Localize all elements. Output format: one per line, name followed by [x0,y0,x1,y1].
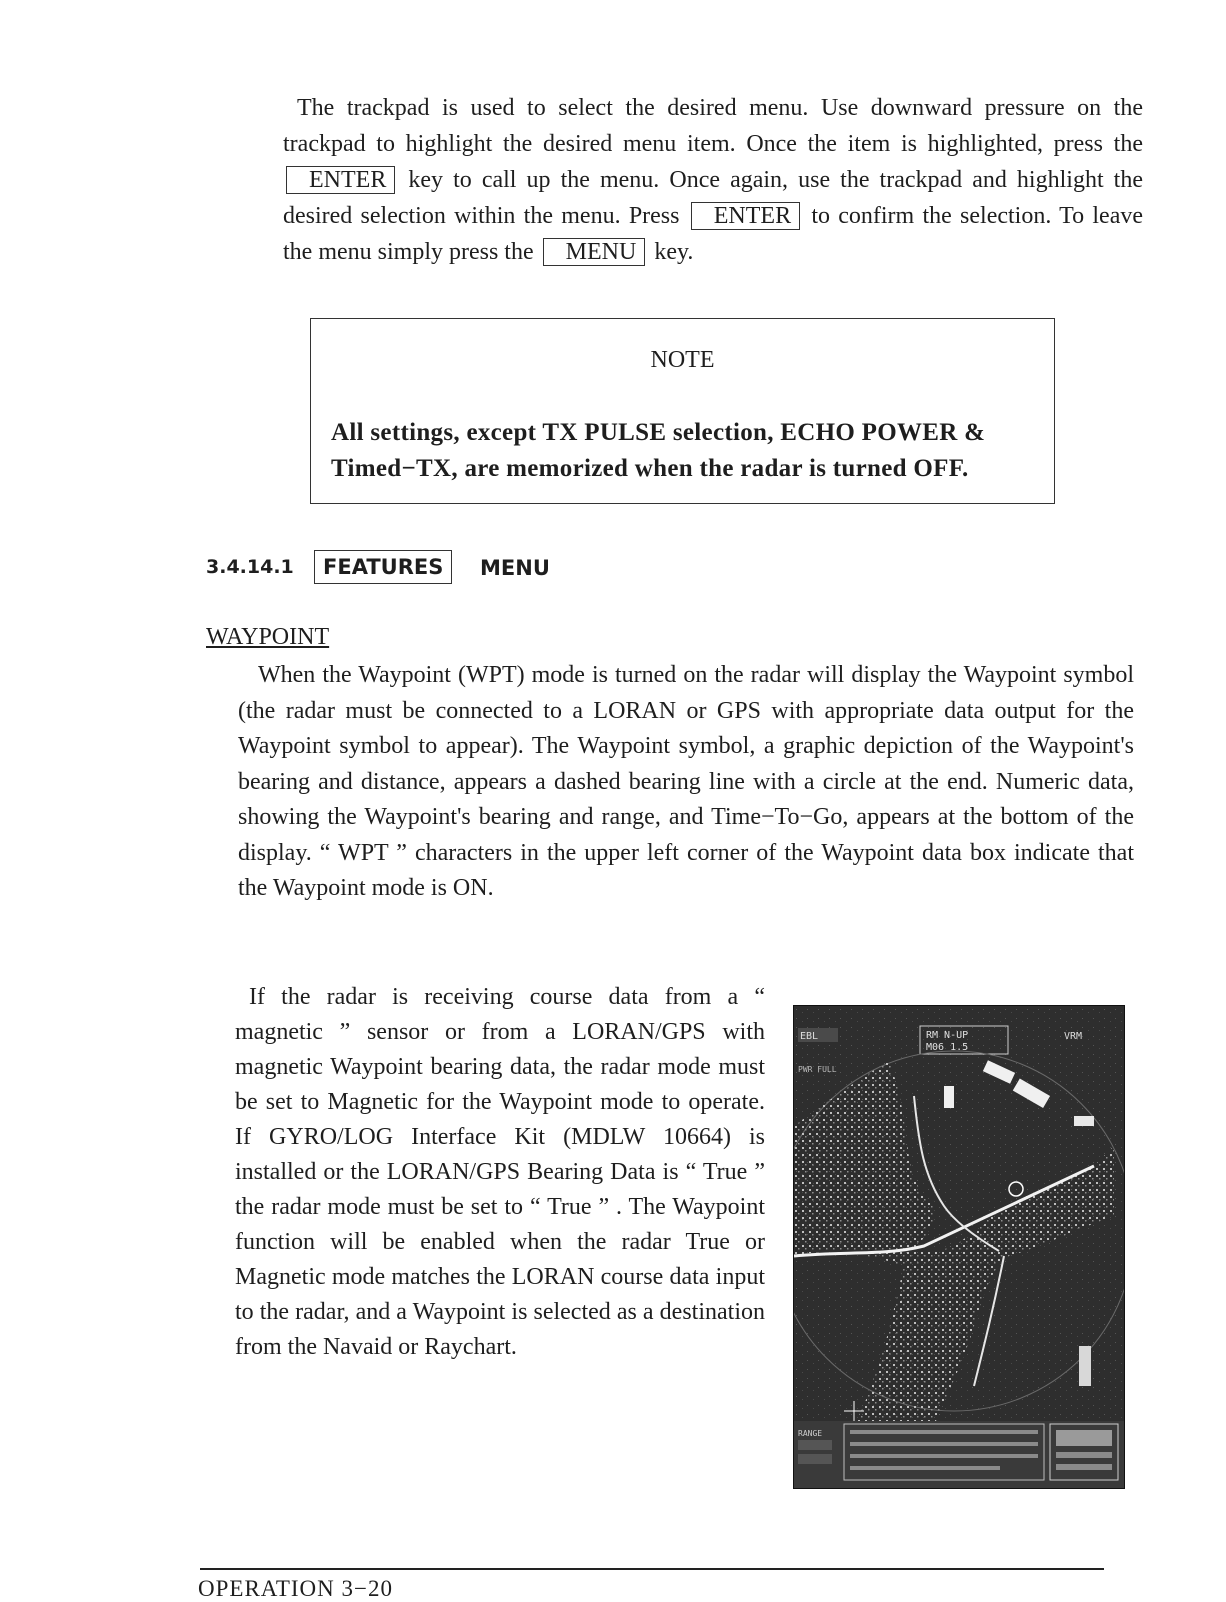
ebl-label: EBL [800,1031,819,1042]
radar-screenshot [793,1005,1125,1489]
intro-text-1: The trackpad is used to select the desired menu. Use downward pressure on the trackpad to highlight the desired menu item. Once the item is highlighted, press the [283,95,1143,157]
mode-sub-label: M06 1.5 [926,1042,969,1053]
intro-paragraph [283,90,1143,270]
footer-rule [200,1568,1104,1570]
section-title-word: MENU [480,556,550,580]
enter-key-1: ENTER [286,166,395,194]
note-box [310,318,1055,504]
intro-text-4: key. [654,239,694,265]
section-number: 3.4.14.1 [206,556,294,578]
page-footer: OPERATION 3−20 [198,1576,394,1601]
vrm-label: VRM [1064,1031,1083,1042]
features-key: FEATURES [314,550,452,584]
waypoint-paragraph: When the Waypoint (WPT) mode is turned on the radar will display the Waypoint symbol (the radar must be connected to a LORAN or GPS with appropriate data output for the Waypoint symbol to appear). The Waypoint symbol, a graphic depiction of the Waypoint's bearing and distance, appears a dashed bearing line with a circle at the end. Numeric data, showing the Waypoint's bearing and range, and Time−To−Go, appears at the bottom of the display. “ WPT ” characters in the upper left corner of the Waypoint data box indicate that the Waypoint mode is ON. [238,662,1134,901]
range-label: RANGE [798,1429,823,1438]
intro-text-2: key to call up the menu. Once again, use the trackpad and highlight the desired selection within the menu. Press [283,167,1143,229]
enter-key-2: ENTER [691,202,800,230]
waypoint-heading: WAYPOINT [206,624,330,650]
intro-text-3: to confirm the selection. To leave the menu simply press the [283,203,1144,265]
magnetic-paragraph: If the radar is receiving course data from a “ magnetic ” sensor or from a LORAN/GPS with magnetic Waypoint bearing data, the radar mode must be set to Magnetic for the Waypoint mode to operate. If GYRO/LOG Interface Kit (MDLW 10664) is installed or the LORAN/GPS Bearing Data is “ True ” the radar mode must be set to “ True ” . The Waypoint function will be enabled when the radar True or Magnetic mode matches the LORAN course data input to the radar, and a Waypoint is selected as a destination from the Navaid or Raychart. [235,984,765,1360]
mode-label: RM N-UP [926,1030,969,1041]
power-label: PWR FULL [798,1065,837,1074]
note-title: NOTE [650,347,715,373]
radar-display [794,1006,1124,1488]
menu-key: MENU [543,238,646,266]
note-text: All settings, except TX PULSE selection, ECHO POWER & Timed−TX, are memorized when the radar is turned OFF. [331,419,986,482]
